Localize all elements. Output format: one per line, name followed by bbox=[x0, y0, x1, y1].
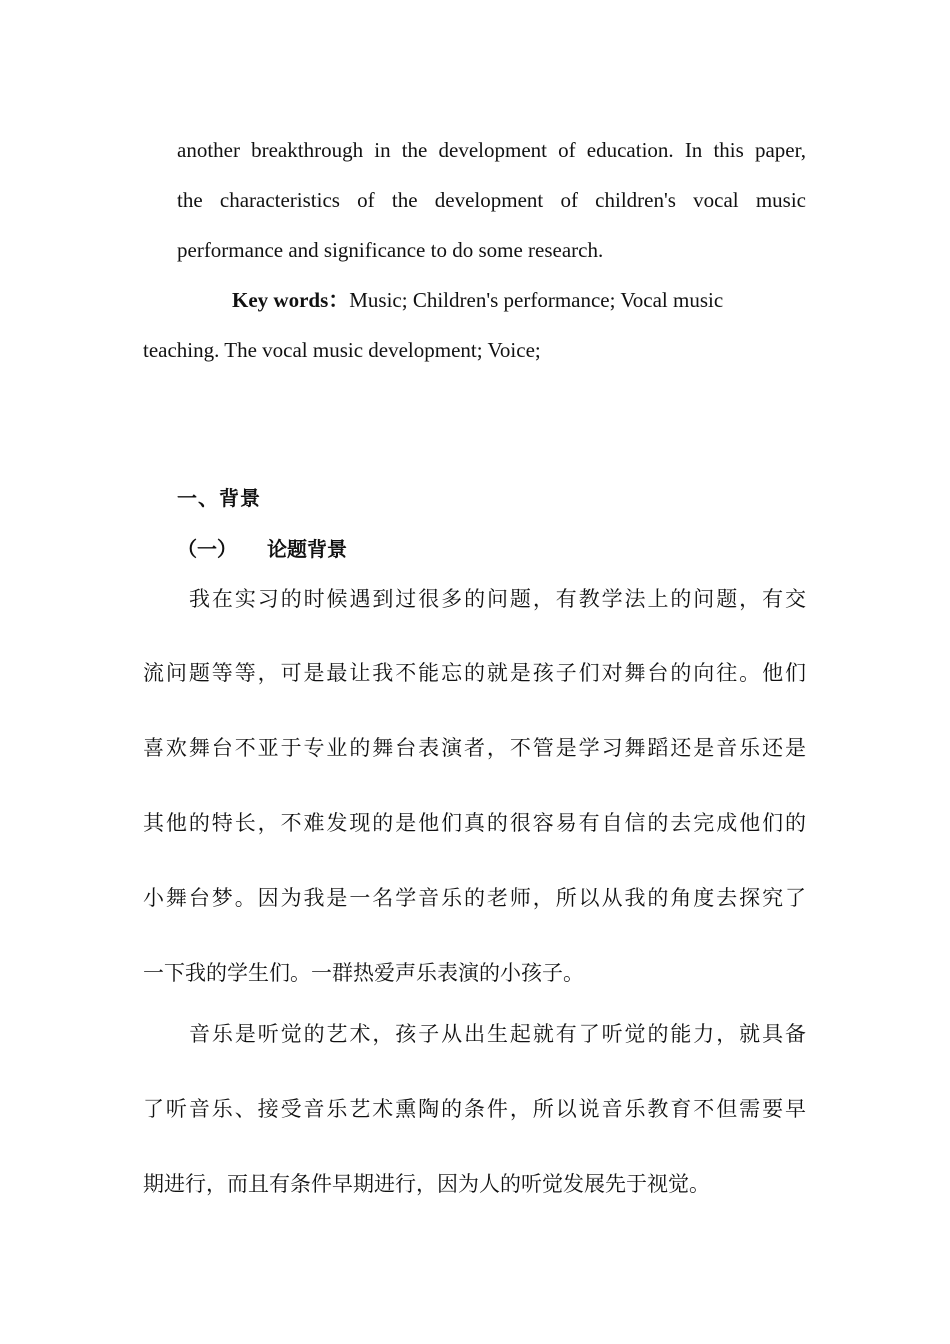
body-line: 小舞台梦。因为我是一名学音乐的老师，所以从我的角度去探究了 bbox=[143, 886, 806, 910]
keywords-label: Key words： bbox=[232, 288, 350, 312]
keywords-text: Music; Children's performance; Vocal music bbox=[349, 288, 724, 312]
subsection-title: 论题背景 bbox=[267, 537, 347, 561]
keywords-continuation: teaching. The vocal music development; Voice; bbox=[143, 338, 541, 362]
body-line: 了听音乐、接受音乐艺术熏陶的条件，所以说音乐教育不但需要早 bbox=[143, 1097, 806, 1121]
abstract-line: performance and significance to do some research. bbox=[177, 238, 604, 262]
body-line: 喜欢舞台不亚于专业的舞台表演者，不管是学习舞蹈还是音乐还是 bbox=[143, 736, 806, 760]
abstract-paragraph bbox=[177, 125, 806, 275]
abstract-line: another breakthrough in the development of education. In this paper, bbox=[177, 138, 806, 162]
body-line: 我在实习的时候遇到过很多的问题，有教学法上的问题，有交 bbox=[189, 587, 806, 611]
section-heading: 一、背景 bbox=[177, 486, 261, 510]
body-line: 期进行，而且有条件早期进行，因为人的听觉发展先于视觉。 bbox=[143, 1172, 710, 1196]
body-line: 音乐是听觉的艺术，孩子从出生起就有了听觉的能力，就具备 bbox=[189, 1022, 806, 1046]
body-line: 流问题等等，可是最让我不能忘的就是孩子们对舞台的向往。他们 bbox=[143, 661, 806, 685]
subsection-heading bbox=[177, 533, 347, 562]
abstract-line: the characteristics of the development of children's vocal music bbox=[177, 188, 806, 212]
subsection-number: （一） bbox=[177, 537, 237, 561]
body-line: 一下我的学生们。一群热爱声乐表演的小孩子。 bbox=[143, 961, 584, 985]
body-line: 其他的特长，不难发现的是他们真的很容易有自信的去完成他们的 bbox=[143, 811, 806, 835]
keywords-line bbox=[232, 275, 723, 325]
